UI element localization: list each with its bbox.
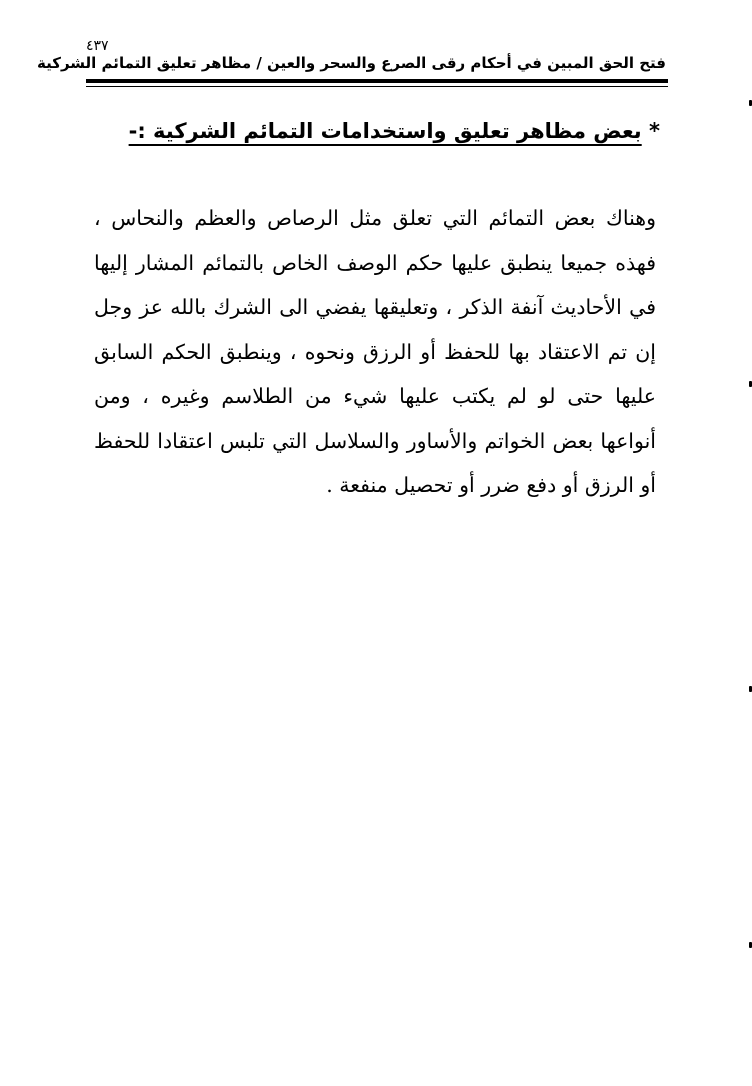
heading-text: بعض مظاهر تعليق واستخدامات التمائم الشركية :- xyxy=(128,119,642,143)
header-rule-thin xyxy=(86,86,668,87)
body-paragraph: وهناك بعض التمائم التي تعلق مثل الرصاص والعظم والنحاس ، فهذه جميعا ينطبق عليها حكم الوصف الخاص بالتمائم المشار إليها في الأحاديث آنفة الذكر ، وتعليقها يفضي الى الشرك بالله عز وجل إن تم الاعتقاد بها للحفظ أو الرزق ونحوه ، وينطبق الحكم السابق عليها حتى لو لم يكتب عليها شيء من الطلاسم وغيره ، ومن أنواعها بعض الخواتم والأساور والسلاسل التي تلبس اعتقادا للحفظ أو الرزق أو دفع ضرر أو تحصيل منفعة . xyxy=(94,206,656,497)
header-rule-thick xyxy=(86,79,668,83)
asterisk-marker: * xyxy=(649,119,660,143)
section-heading xyxy=(100,114,660,148)
page-number: ٤٣٧ xyxy=(86,38,109,54)
running-header: فتح الحق المبين في أحكام رقى الصرع والسحر والعين / مظاهر تعليق التمائم الشركية xyxy=(37,54,666,72)
